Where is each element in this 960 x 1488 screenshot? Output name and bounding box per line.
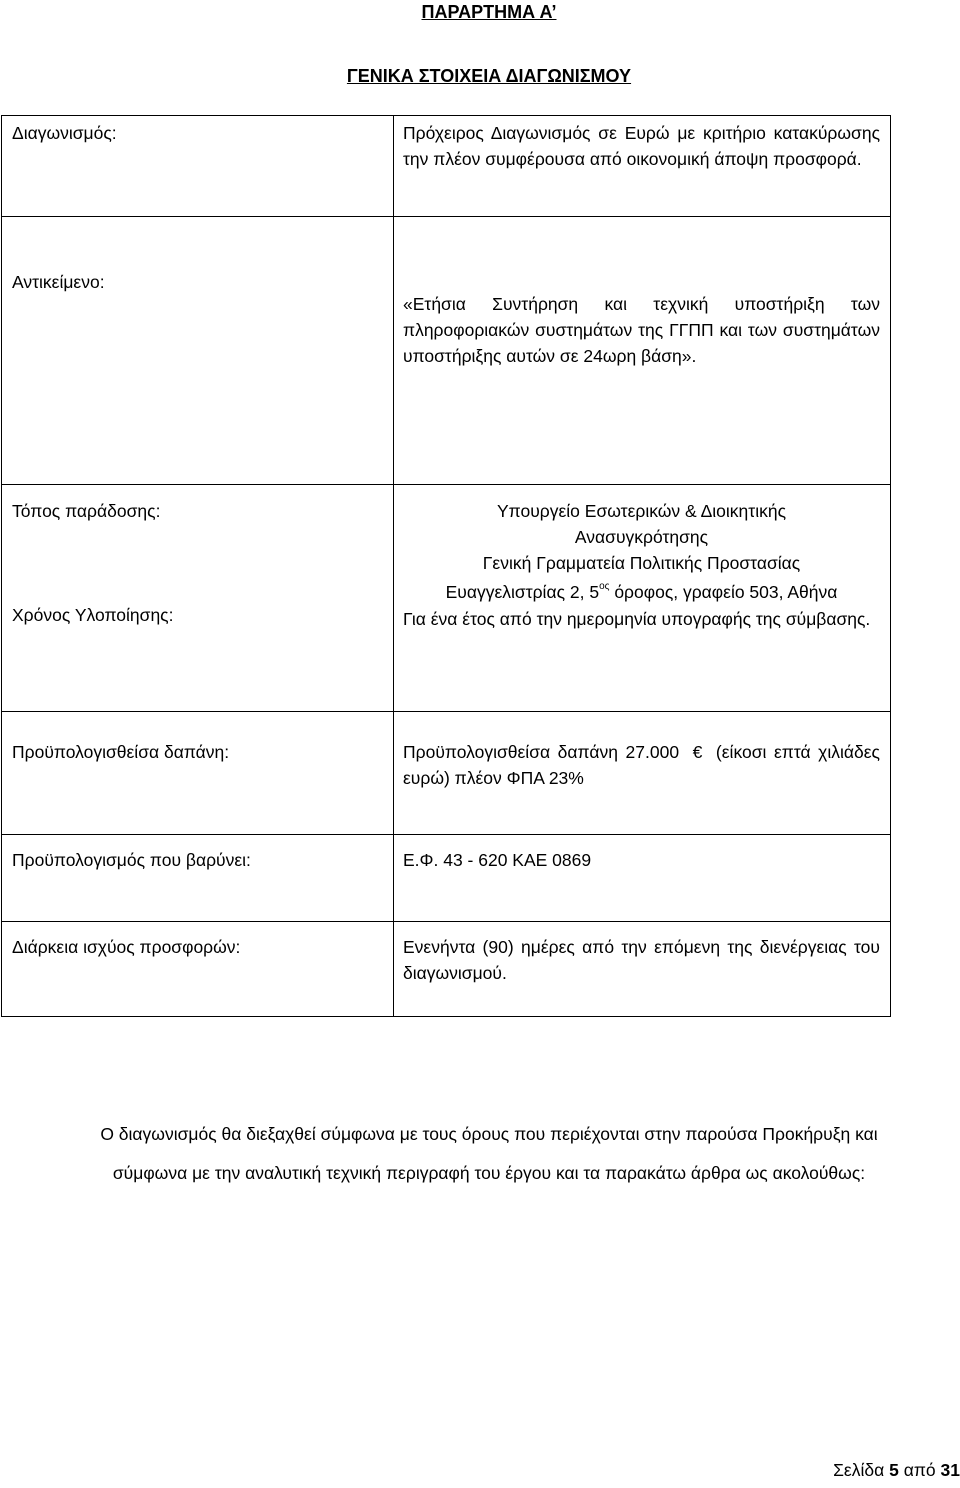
- total-pages: 31: [940, 1460, 960, 1480]
- ordinal-suffix: ος: [599, 581, 610, 592]
- subject-value: «Ετήσια Συντήρηση και τεχνική υποστήριξη των πληροφοριακών συστημάτων της ΓΓΠΠ και των συστημάτων υποστήριξης αυτών σε 24ωρη βάση».: [403, 294, 880, 366]
- competition-label-cell: [2, 116, 394, 217]
- page-footer: [833, 1460, 960, 1481]
- offer-validity-value: Ενενήντα (90) ημέρες από την επόμενη της διενέργειας του διαγωνισμού.: [403, 937, 880, 983]
- competition-label: Διαγωνισμός:: [12, 123, 117, 143]
- address-text: Ευαγγελιστρίας 2, 5: [445, 581, 600, 602]
- table-row-validity: [2, 922, 891, 1017]
- subject-label: Αντικείμενο:: [12, 272, 105, 292]
- page-word: Σελίδα: [833, 1460, 885, 1480]
- implementation-time-value: Για ένα έτος από την ημερομηνία υπογραφής της σύμβασης.: [403, 608, 871, 629]
- validity-label-cell: [2, 922, 394, 1017]
- budget-value-cell: [394, 712, 891, 835]
- validity-value-cell: [394, 922, 891, 1017]
- budget-value: [403, 739, 880, 791]
- budget-amount-words: (είκοσι επτά χιλιάδες ευρώ) πλέον ΦΠΑ 23%: [403, 742, 880, 788]
- implementation-time-label: Χρόνος Υλοποίησης:: [12, 605, 174, 625]
- charged-budget-value: Ε.Φ. 43 - 620 ΚΑΕ 0869: [403, 850, 592, 870]
- delivery-place-line: Ανασυγκρότησης: [574, 527, 709, 547]
- subject-value-cell: [394, 217, 891, 485]
- closing-paragraph-line: Ο διαγωνισμός θα διεξαχθεί σύμφωνα με τους όρους που περιέχονται στην παρούσα Προκήρυξη και: [100, 1124, 878, 1144]
- of-word: από: [903, 1460, 936, 1480]
- competition-value: Πρόχειρος Διαγωνισμός σε Ευρώ με κριτήριο κατακύρωσης την πλέον συμφέρουσα από οικονομική άποψη προσφορά.: [403, 123, 880, 169]
- annex-title: ΠΑΡΑΡΤΗΜΑ Α’: [421, 2, 557, 22]
- table-row-delivery: [2, 485, 891, 712]
- euro-icon: €: [692, 742, 703, 762]
- section-title: ΓΕΝΙΚΑ ΣΤΟΙΧΕΙΑ ΔΙΑΓΩΝΙΣΜΟΥ: [346, 66, 632, 86]
- competition-value-cell: [394, 116, 891, 217]
- delivery-value-cell: [394, 485, 891, 712]
- delivery-place-line: Υπουργείο Εσωτερικών & Διοικητικής: [496, 501, 786, 521]
- subject-label-cell: [2, 217, 394, 485]
- charged-value-cell: [394, 835, 891, 922]
- address-text: όροφος, γραφείο 503, Αθήνα: [609, 581, 838, 602]
- budget-amount: Προϋπολογισθείσα δαπάνη 27.000: [403, 742, 680, 762]
- table-row-competition: [2, 116, 891, 217]
- delivery-place-line: Γενική Γραμματεία Πολιτικής Προστασίας: [482, 553, 801, 573]
- closing-paragraph-line: σύμφωνα με την αναλυτική τεχνική περιγραφή του έργου και τα παρακάτω άρθρα ως ακολούθως:: [112, 1163, 866, 1183]
- budget-label: Προϋπολογισθείσα δαπάνη:: [12, 742, 230, 762]
- charged-label-cell: [2, 835, 394, 922]
- table-row-budget: [2, 712, 891, 835]
- charged-budget-label: Προϋπολογισμός που βαρύνει:: [12, 850, 251, 870]
- delivery-address-line: [403, 576, 880, 605]
- delivery-label-cell: [2, 485, 394, 712]
- table-row-charged-budget: [2, 835, 891, 922]
- offer-validity-label: Διάρκεια ισχύος προσφορών:: [12, 937, 241, 957]
- delivery-place-label: Τόπος παράδοσης:: [12, 501, 161, 521]
- page-number: 5: [889, 1460, 899, 1480]
- table-row-subject: [2, 217, 891, 485]
- budget-label-cell: [2, 712, 394, 835]
- competition-details-table: [1, 115, 891, 1017]
